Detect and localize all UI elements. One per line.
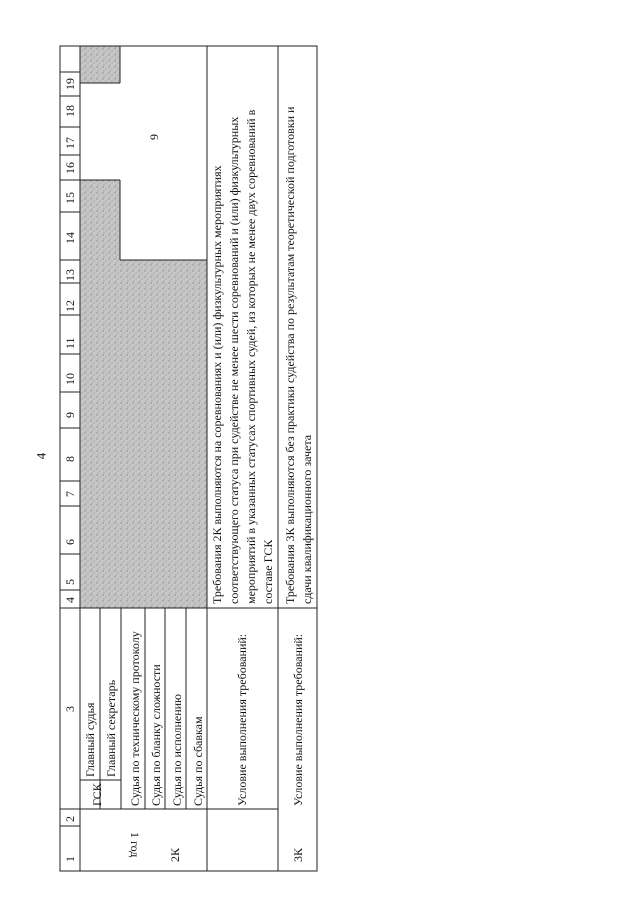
row-3k-condition-label: Условие выполнения требований: <box>291 633 305 806</box>
row-2k-condition-line-0: Требования 2К выполняются на соревнованиях и (или) физкультурных мероприятиях <box>210 165 224 604</box>
judge-2: Судья по техническому протоколу <box>128 631 142 806</box>
col-19: 19 <box>63 78 77 90</box>
row-2k-code: 2К <box>168 847 182 862</box>
col-11: 11 <box>63 337 77 349</box>
col-4: 4 <box>63 597 77 603</box>
row-2k-period: 1 год <box>128 832 142 858</box>
col-1: 1 <box>63 856 77 862</box>
col-17: 17 <box>63 137 77 149</box>
shaded-area-top <box>80 46 120 83</box>
col-15: 15 <box>63 192 77 204</box>
row-2k-condition-line-2: мероприятий в указанных статусах спортивных судей, из которых не менее двух соревнований в <box>244 109 258 604</box>
row-2k-condition-line-1: соответствующего статуса при судействе не менее шести соревнований и (или) физкультурных <box>227 116 241 604</box>
judge-5: Судья по сбавкам <box>191 716 205 806</box>
col-10: 10 <box>63 373 77 385</box>
col-12: 12 <box>63 300 77 312</box>
col-2: 2 <box>63 816 77 822</box>
judge-0: Главный судья <box>83 702 97 777</box>
judge-4: Судья по исполнению <box>170 693 184 806</box>
col-8: 8 <box>63 456 77 462</box>
row-3k-condition-line-0: Требования 3К выполняются без практики судейства по результатам теоретической подготовки и <box>283 106 297 604</box>
gsk-label: ГСК <box>90 783 104 806</box>
count-value: 9 <box>147 134 161 140</box>
col-9: 9 <box>63 412 77 418</box>
col-18: 18 <box>63 105 77 117</box>
col-7: 7 <box>63 491 77 497</box>
row-3k-code: 3К <box>291 847 305 862</box>
col-14: 14 <box>63 232 77 244</box>
judge-3: Судья по бланку сложности <box>149 664 163 806</box>
col-5: 5 <box>63 579 77 585</box>
col-16: 16 <box>63 162 77 174</box>
col-13: 13 <box>63 269 77 281</box>
row-3k-condition-line-1: сдачи квалификационного зачета <box>300 434 314 604</box>
judge-1: Главный секретарь <box>104 679 118 777</box>
row-2k-condition-line-3: составе ГСК <box>261 539 275 604</box>
page-number: 4 <box>33 452 49 460</box>
row-2k-condition-label: Условие выполнения требований: <box>235 633 249 806</box>
col-6: 6 <box>63 539 77 545</box>
col-3: 3 <box>63 706 77 712</box>
